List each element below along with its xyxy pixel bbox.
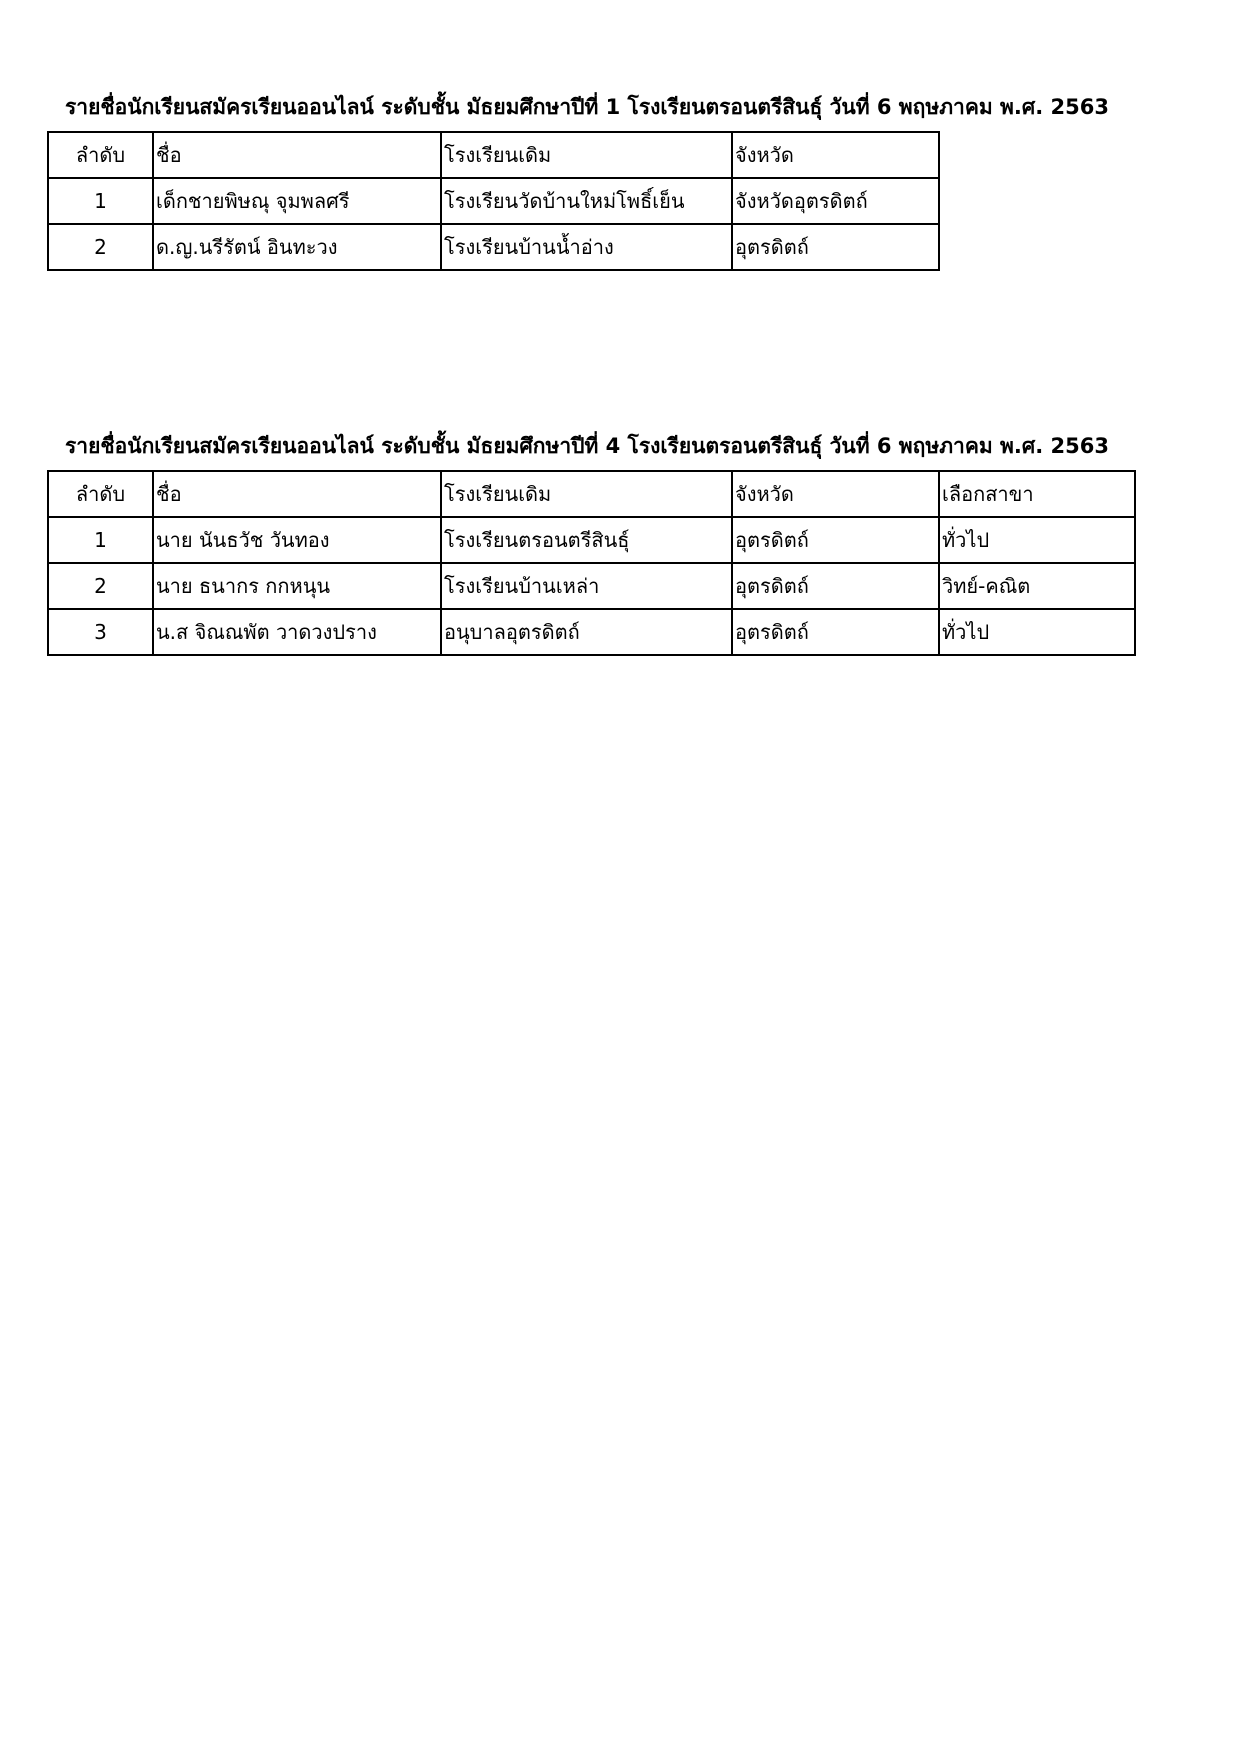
cell-province: อุตรดิตถ์ — [732, 609, 939, 655]
cell-province: จังหวัดอุตรดิตถ์ — [732, 178, 939, 224]
cell-track: วิทย์-คณิต — [939, 563, 1135, 609]
registration-table-m4 — [47, 470, 1136, 656]
table-row — [48, 517, 1135, 563]
header-cell-name: ชื่อ — [153, 132, 441, 178]
cell-order: 1 — [48, 178, 153, 224]
table-row — [48, 178, 939, 224]
section-title-m1: รายชื่อนักเรียนสมัครเรียนออนไลน์ ระดับชั้น มัธยมศึกษาปีที่ 1 โรงเรียนตรอนตรีสินธุ์ วันที่ 6 พฤษภาคม พ.ศ. 2563 — [65, 95, 1109, 119]
cell-province: อุตรดิตถ์ — [732, 224, 939, 270]
table-row — [48, 609, 1135, 655]
cell-province: อุตรดิตถ์ — [732, 563, 939, 609]
header-cell-former-school: โรงเรียนเดิม — [441, 471, 732, 517]
cell-former-school: โรงเรียนตรอนตรีสินธุ์ — [441, 517, 732, 563]
header-cell-track: เลือกสาขา — [939, 471, 1135, 517]
table-row — [48, 224, 939, 270]
cell-name: นาย นันธวัช วันทอง — [153, 517, 441, 563]
header-cell-province: จังหวัด — [732, 132, 939, 178]
cell-name: ด.ญ.นรีรัตน์ อินทะวง — [153, 224, 441, 270]
header-cell-name: ชื่อ — [153, 471, 441, 517]
cell-order: 1 — [48, 517, 153, 563]
registration-table-m1 — [47, 131, 940, 271]
cell-name: นาย ธนากร กกหนุน — [153, 563, 441, 609]
header-cell-order: ลำดับ — [48, 132, 153, 178]
cell-track: ทั่วไป — [939, 517, 1135, 563]
header-cell-order: ลำดับ — [48, 471, 153, 517]
cell-track: ทั่วไป — [939, 609, 1135, 655]
cell-name: เด็กชายพิษณุ จุมพลศรี — [153, 178, 441, 224]
header-cell-province: จังหวัด — [732, 471, 939, 517]
cell-former-school: โรงเรียนบ้านเหล่า — [441, 563, 732, 609]
cell-province: อุตรดิตถ์ — [732, 517, 939, 563]
table-row — [48, 563, 1135, 609]
cell-former-school: อนุบาลอุตรดิตถ์ — [441, 609, 732, 655]
cell-order: 2 — [48, 224, 153, 270]
cell-former-school: โรงเรียนบ้านน้ำอ่าง — [441, 224, 732, 270]
cell-former-school: โรงเรียนวัดบ้านใหม่โพธิ์เย็น — [441, 178, 732, 224]
cell-order: 2 — [48, 563, 153, 609]
table-header-row — [48, 132, 939, 178]
table-header-row — [48, 471, 1135, 517]
cell-order: 3 — [48, 609, 153, 655]
cell-name: น.ส จิณณพัต วาดวงปราง — [153, 609, 441, 655]
section-title-m4: รายชื่อนักเรียนสมัครเรียนออนไลน์ ระดับชั้น มัธยมศึกษาปีที่ 4 โรงเรียนตรอนตรีสินธุ์ วันที่ 6 พฤษภาคม พ.ศ. 2563 — [65, 434, 1109, 458]
header-cell-former-school: โรงเรียนเดิม — [441, 132, 732, 178]
